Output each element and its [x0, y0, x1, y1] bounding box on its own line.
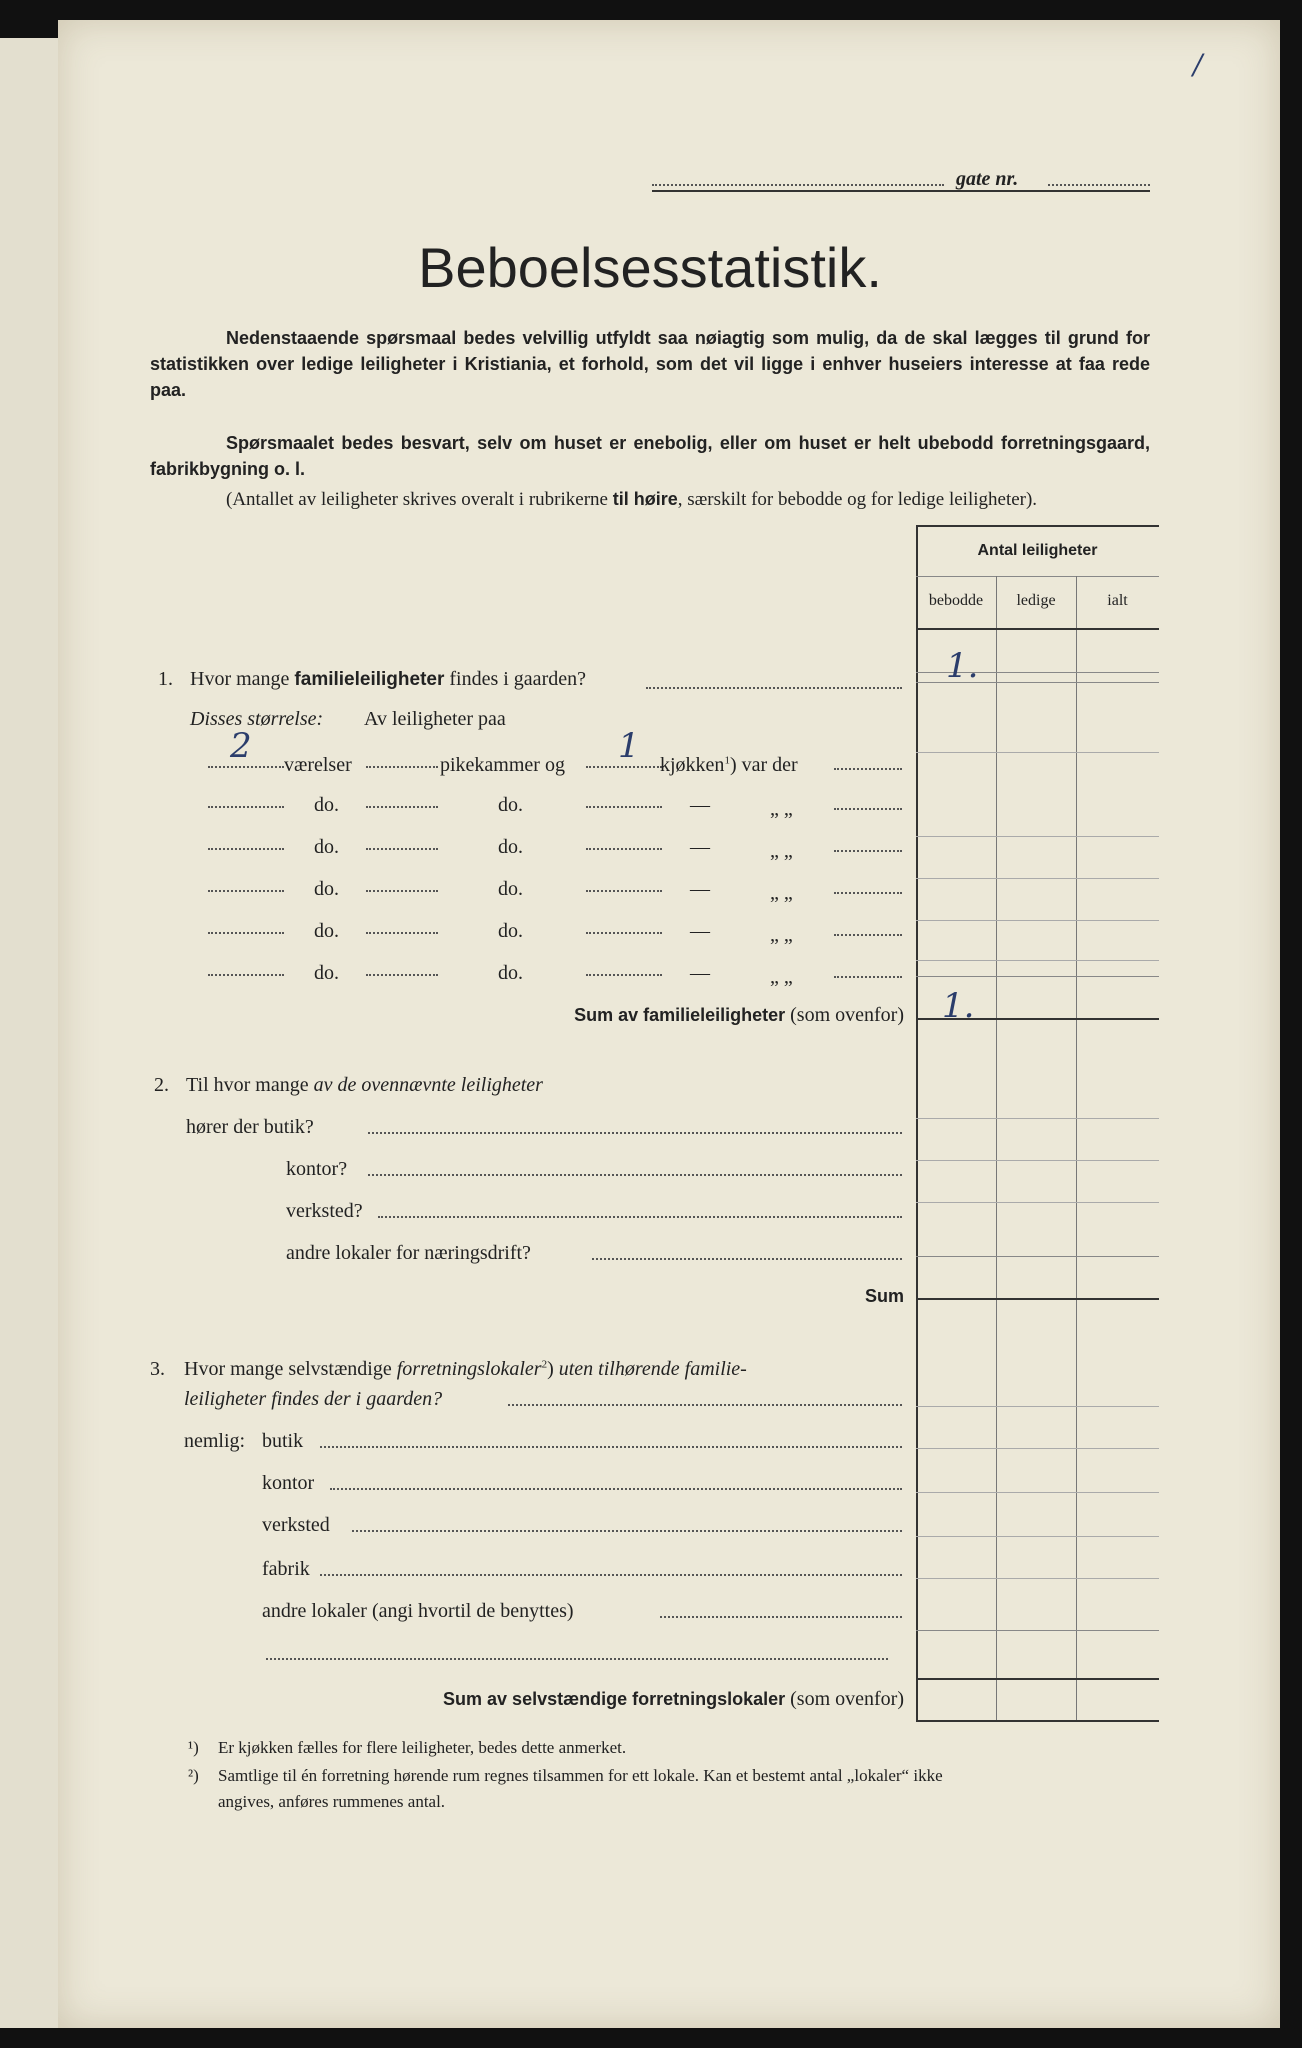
pikekammer-label: pikekammer og [440, 754, 565, 776]
row-line [916, 752, 1159, 753]
page-title: Beboelsesstatistik. [418, 236, 882, 299]
row-line [916, 1406, 1159, 1407]
q3-text: Hvor mange selvstændige forretningslokaler$^2$) uten tilhørende familie- [184, 1358, 747, 1380]
rooms-field[interactable] [208, 790, 284, 808]
row-line [916, 1492, 1159, 1493]
header-divider [916, 576, 1159, 577]
row-line [916, 960, 1159, 961]
row-line [916, 1118, 1159, 1119]
table-bottom-rule [916, 1720, 1159, 1722]
do-label: do. [498, 920, 523, 942]
ditto-marks: „ „ [770, 924, 793, 946]
do-label: do. [314, 920, 339, 942]
leader-dots [834, 764, 902, 770]
kitchen-field[interactable] [586, 958, 662, 976]
q3-verksted: verksted [262, 1514, 330, 1536]
row-line [916, 1160, 1159, 1161]
ditto-marks: „ „ [770, 798, 793, 820]
pikekammer-field[interactable] [366, 874, 438, 892]
answer-q1-bebodde[interactable]: 1. [946, 646, 979, 686]
footnote-2a: Samtlige til én forretning hørende rum regnes tilsammen for ett lokale. Kan et bestemt antal „lokaler“ ikke [218, 1766, 943, 1785]
row-line [916, 836, 1159, 837]
intro-paragraph-2: Spørsmaalet bedes besvart, selv om huset er enebolig, eller om huset er helt ubebodd forretningsgaard, fabrikbygning o. l. [150, 433, 1150, 479]
q2-number: 2. [154, 1074, 169, 1096]
rooms-field[interactable] [208, 958, 284, 976]
ditto-marks: „ „ [770, 840, 793, 862]
q2-kontor: kontor? [286, 1158, 348, 1180]
q3-fabrik: fabrik [262, 1558, 310, 1580]
q3-butik: butik [262, 1430, 304, 1452]
q2-verksted: verksted? [286, 1200, 363, 1222]
header-bottom-rule [916, 628, 1159, 630]
do-label: do. [314, 962, 339, 984]
ditto-marks: „ „ [770, 966, 793, 988]
street-field[interactable] [652, 162, 944, 186]
gate-number-field[interactable] [1048, 162, 1150, 186]
leader-dots [330, 1484, 902, 1490]
row-line [916, 1536, 1159, 1537]
dash: — [690, 794, 710, 816]
row-line [916, 1630, 1159, 1631]
pikekammer-field[interactable] [366, 790, 438, 808]
q3-text-line2: leiligheter findes der i gaarden? [184, 1388, 443, 1410]
row-line [916, 1578, 1159, 1579]
q3-andre: andre lokaler (angi hvortil de benyttes) [262, 1600, 574, 1622]
answer-kitchens[interactable]: 1 [618, 726, 640, 766]
q1-text: Hvor mange familieleiligheter findes i gaarden? [190, 668, 586, 690]
kitchen-field[interactable] [586, 874, 662, 892]
do-label: do. [314, 878, 339, 900]
sizes-text: Av leiligheter paa [364, 708, 506, 730]
q2-text: Til hvor mange av de ovennævnte leiligheter [186, 1074, 543, 1096]
row-line [916, 1256, 1159, 1257]
q3-number: 3. [150, 1358, 165, 1380]
leader-dots [320, 1570, 902, 1576]
do-label: do. [498, 836, 523, 858]
kitchen-field[interactable] [586, 790, 662, 808]
q2-sum-label: Sum [864, 1286, 904, 1306]
leader-dots [368, 1170, 902, 1176]
table-left-rule [916, 525, 918, 1720]
kitchen-field[interactable] [586, 832, 662, 850]
rooms-field[interactable] [208, 832, 284, 850]
leader-dots [646, 680, 902, 689]
col-bebodde: bebodde [928, 592, 984, 609]
leader-dots [368, 1128, 902, 1134]
sum3-top-rule [916, 1678, 1159, 1680]
vaerelser-label: værelser [284, 754, 352, 776]
dash: — [690, 878, 710, 900]
row-line [916, 878, 1159, 879]
do-label: do. [498, 878, 523, 900]
row-line [916, 1202, 1159, 1203]
do-label: do. [498, 794, 523, 816]
q3-nemlig: nemlig: [184, 1430, 246, 1452]
rooms-field[interactable] [208, 874, 284, 892]
col-divider-2 [1076, 576, 1077, 1720]
kjokken-label: kjøkken$^1$) var der [660, 754, 798, 776]
q3-kontor: kontor [262, 1472, 315, 1494]
left-page-edge [0, 38, 64, 2028]
q1-number: 1. [158, 668, 173, 690]
leader-dots [834, 930, 902, 936]
rooms-field[interactable] [208, 916, 284, 934]
q2-andre: andre lokaler for næringsdrift? [286, 1242, 531, 1264]
leader-dots [320, 1442, 902, 1448]
row-line [916, 976, 1159, 977]
leader-dots [508, 1400, 902, 1406]
sizes-label: Disses størrelse: [190, 708, 324, 730]
pikekammer-field[interactable] [366, 958, 438, 976]
leader-dots [834, 972, 902, 978]
intro-paragraph-1: Nedenstaaende spørsmaal bedes velvillig utfyldt saa nøiagtig som mulig, da de skal lægges til grund for statistikken over ledige leiligheter i Kristiania, et forhold, som det vil ligge i enhver huseiers interesse at faa rede paa. [150, 328, 1150, 400]
other-premises-field[interactable] [266, 1640, 888, 1660]
col-divider-1 [996, 576, 997, 1720]
leader-dots [378, 1212, 902, 1218]
leader-dots [592, 1254, 902, 1260]
footnote-2b: angives, anføres rummenes antal. [218, 1792, 446, 1811]
sum-business-label: Sum av selvstændige forretningslokaler (som ovenfor) [443, 1688, 904, 1710]
col-ledige: ledige [1016, 592, 1056, 609]
pikekammer-field[interactable] [366, 916, 438, 934]
row-line [916, 1448, 1159, 1449]
ditto-marks: „ „ [770, 882, 793, 904]
answer-sum-family[interactable]: 1. [942, 986, 975, 1026]
col-ialt: ialt [1107, 592, 1128, 609]
intro-paragraph-3: (Antallet av leiligheter skrives overalt i rubrikerne til høire, særskilt for bebodde og for ledige leiligheter). [226, 489, 1038, 510]
answer-rooms[interactable]: 2 [230, 726, 252, 766]
table-top-rule [916, 525, 1159, 527]
row-line [916, 920, 1159, 921]
leader-dots [660, 1612, 902, 1618]
sum2-rule [916, 1298, 1159, 1300]
q2-butik: hører der butik? [186, 1116, 314, 1138]
footnote-1: Er kjøkken fælles for flere leiligheter, bedes dette anmerket. [218, 1738, 627, 1757]
do-label: do. [498, 962, 523, 984]
pikekammer-field[interactable] [366, 832, 438, 850]
leader-dots [834, 846, 902, 852]
kitchen-field[interactable] [586, 916, 662, 934]
sum-family-label: Sum av familieleiligheter (som ovenfor) [574, 1004, 904, 1026]
pikekammer-field[interactable] [366, 750, 438, 768]
leader-dots [834, 888, 902, 894]
corner-mark: / [1193, 48, 1203, 81]
leader-dots [834, 804, 902, 810]
dash: — [690, 920, 710, 942]
table-group-header: Antal leiligheter [977, 542, 1098, 559]
do-label: do. [314, 836, 339, 858]
gate-label: gate nr. [956, 168, 1019, 190]
leader-dots [352, 1526, 902, 1532]
do-label: do. [314, 794, 339, 816]
header-rule [652, 190, 1150, 192]
dash: — [690, 962, 710, 984]
footnote-1-mark: ¹) [188, 1738, 199, 1757]
footnote-2-mark: ²) [188, 1766, 199, 1785]
form-sheet [58, 20, 1280, 2028]
dash: — [690, 836, 710, 858]
